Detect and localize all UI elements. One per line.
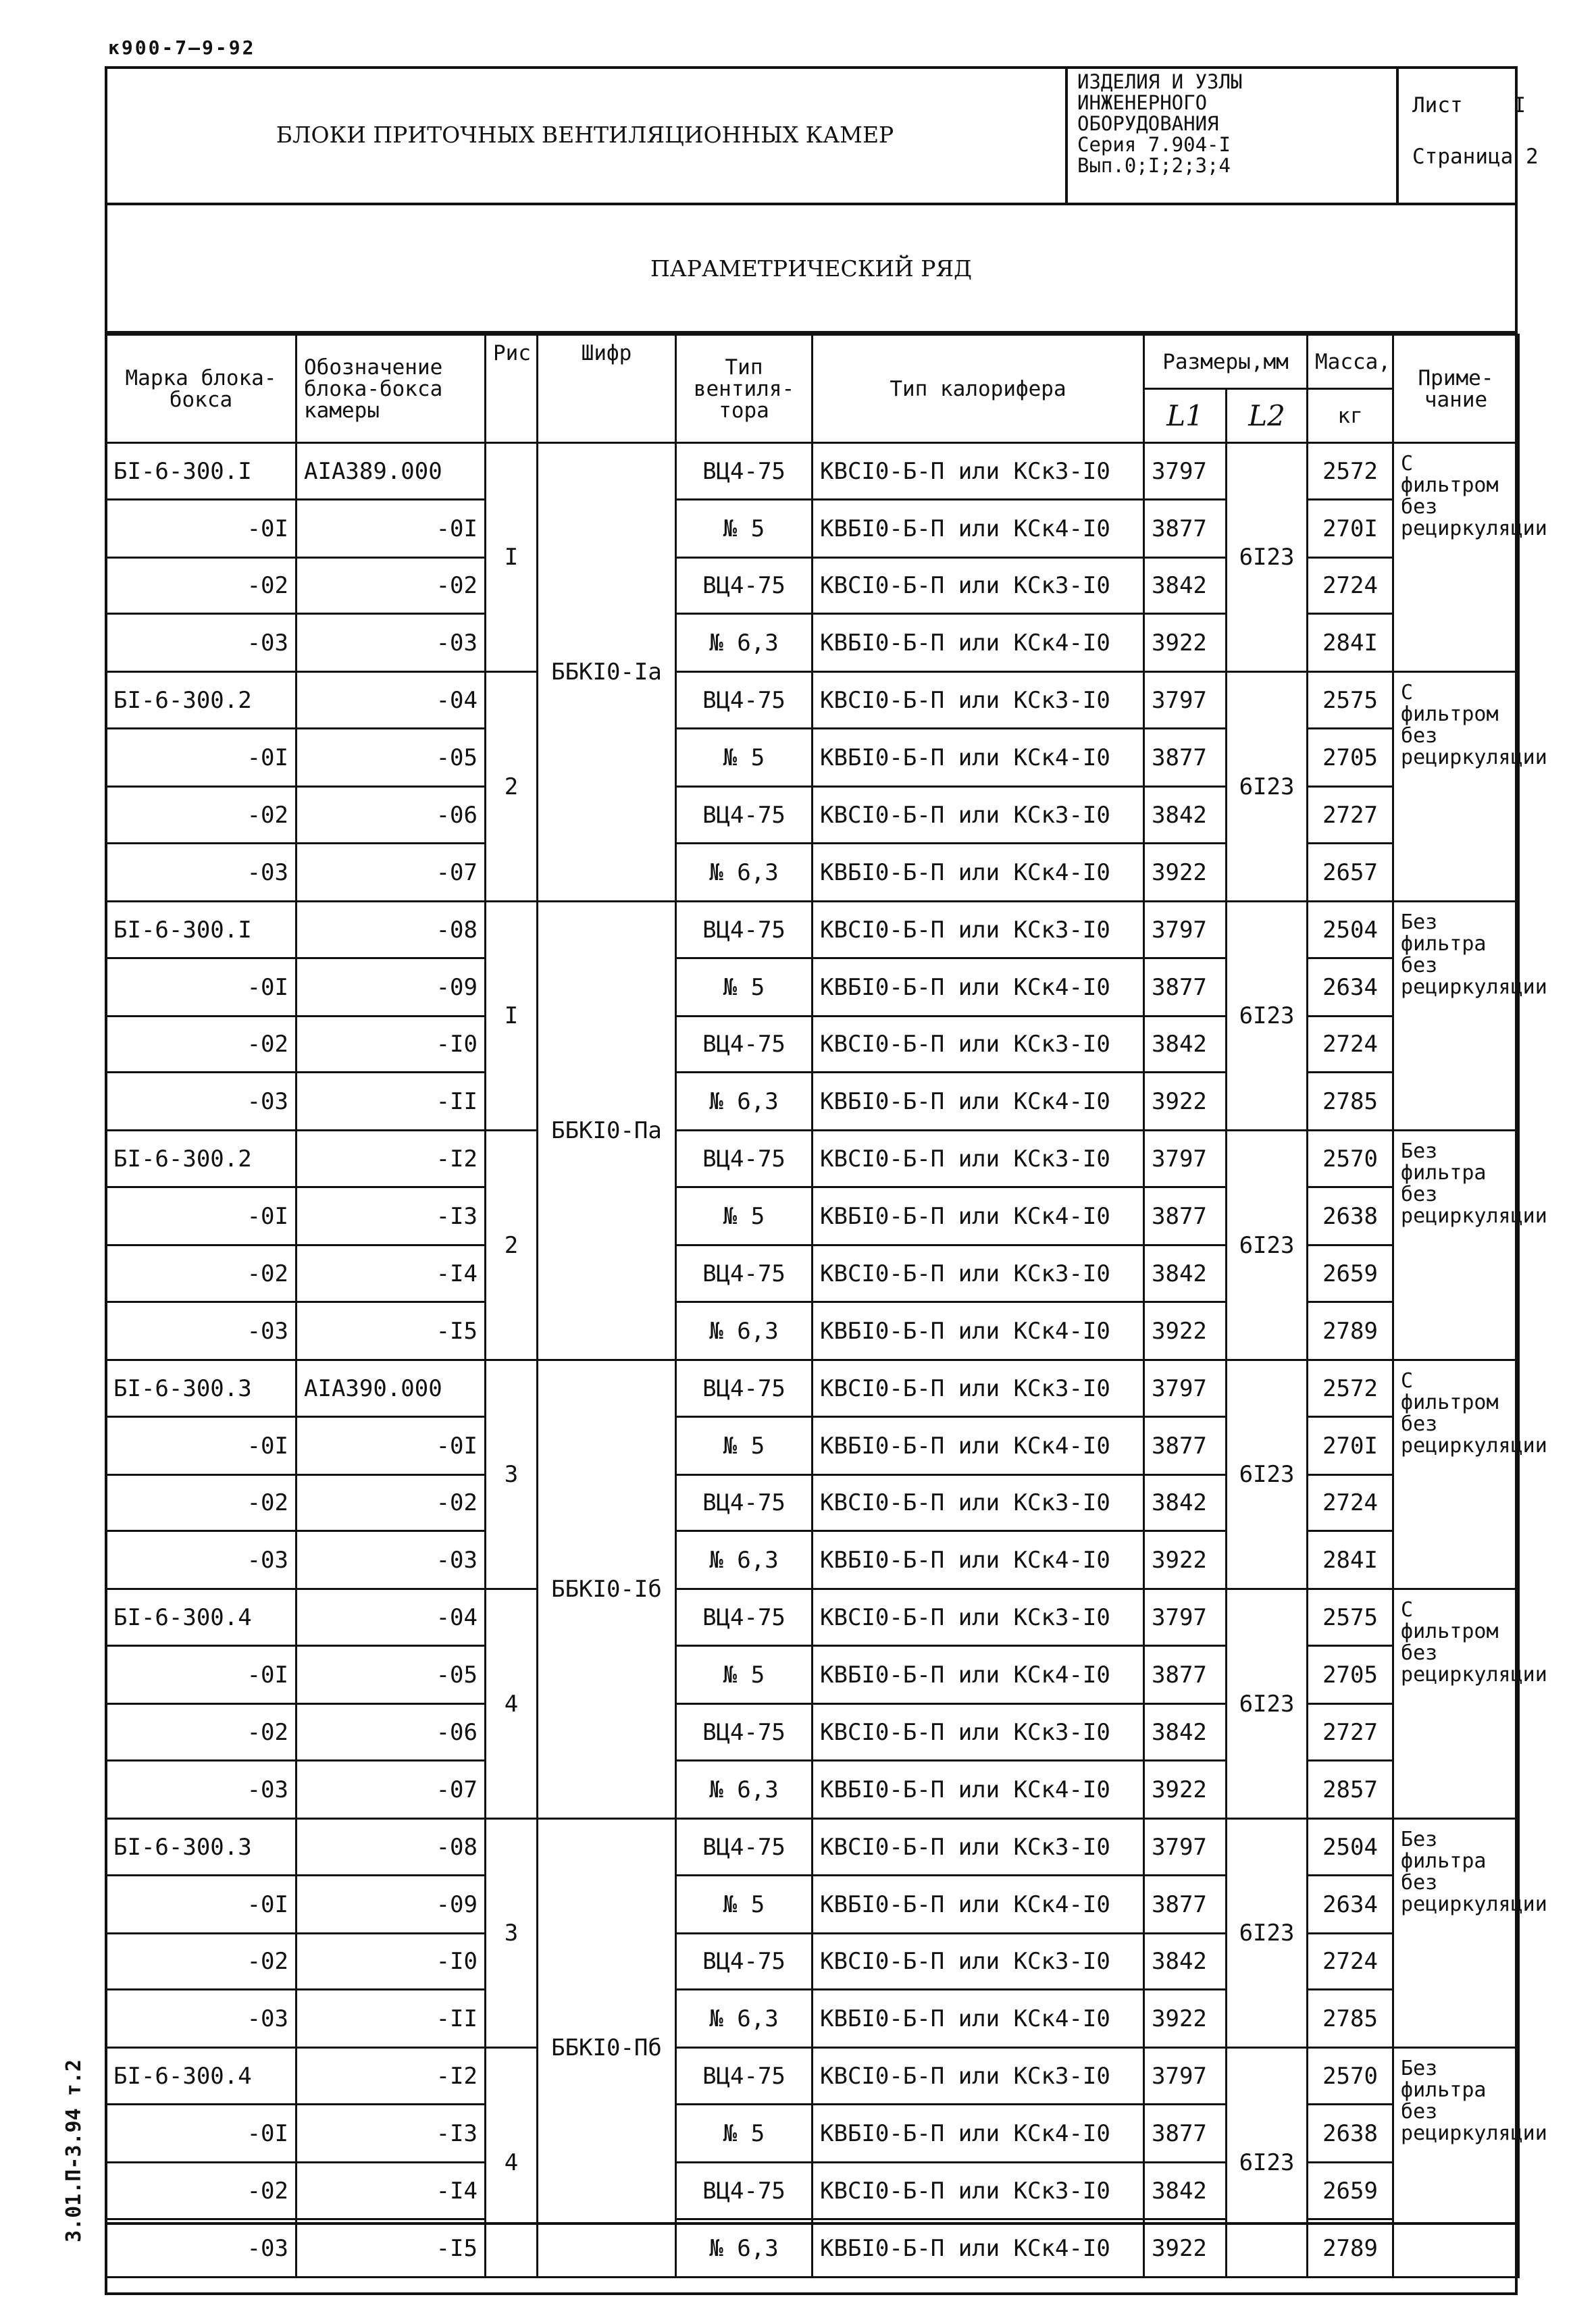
cell-mass: 2504: [1308, 1819, 1393, 1876]
cell-l2: 6I23: [1227, 1589, 1308, 1819]
cell-l1: 3797: [1144, 672, 1227, 729]
cell-mass: 2659: [1308, 2163, 1393, 2219]
cell-heater: КВБI0-Б-П или КСк4-I0: [813, 1646, 1144, 1704]
cell-mass: 2572: [1308, 443, 1393, 500]
column-header-l2: L2: [1227, 389, 1308, 443]
cell-l1: 3842: [1144, 1704, 1227, 1761]
cell-heater: КВСI0-Б-П или КСк3-I0: [813, 902, 1144, 958]
cell-designation: -I0: [297, 1934, 486, 1990]
cell-mass: 2570: [1308, 2048, 1393, 2105]
cell-designation: -I0: [297, 1017, 486, 1073]
table-row: [106, 1417, 1519, 1475]
table-row: [106, 443, 1519, 500]
cell-designation: -I4: [297, 2163, 486, 2219]
cell-fan: ВЦ4-75: [676, 672, 813, 729]
cell-fan: ВЦ4-75: [676, 1017, 813, 1073]
cell-heater: КВСI0-Б-П или КСк3-I0: [813, 2048, 1144, 2105]
cell-mass: 2634: [1308, 958, 1393, 1017]
table-row: [106, 1531, 1519, 1589]
cell-mark: БI-6-300.3: [106, 1819, 297, 1876]
cell-designation: -I3: [297, 1187, 486, 1245]
cell-fan: № 6,3: [676, 844, 813, 902]
cell-fan: № 5: [676, 729, 813, 787]
cell-mass: 2857: [1308, 1761, 1393, 1819]
series-line: ИНЖЕНЕРНОГО: [1077, 91, 1208, 114]
cell-mass: 2570: [1308, 1131, 1393, 1187]
cell-fan: ВЦ4-75: [676, 787, 813, 844]
cell-designation: -04: [297, 1589, 486, 1646]
cell-mass: 2659: [1308, 1245, 1393, 1302]
cell-l1: 3877: [1144, 1187, 1227, 1245]
table-row: [106, 1761, 1519, 1819]
cell-designation: -II: [297, 1990, 486, 2048]
cell-note: Без фильтра без рециркуляции: [1393, 1131, 1519, 1360]
cell-l1: 3842: [1144, 558, 1227, 614]
series-line: Серия 7.904-I: [1077, 133, 1231, 156]
cell-mark: -0I: [106, 958, 297, 1017]
cell-designation: -05: [297, 729, 486, 787]
cell-mark: БI-6-300.I: [106, 902, 297, 958]
parametric-table: [105, 334, 1547, 2278]
cell-fig: 4: [486, 2048, 538, 2278]
cell-mass: 2727: [1308, 787, 1393, 844]
cell-fan: ВЦ4-75: [676, 1360, 813, 1417]
cell-l1: 3797: [1144, 2048, 1227, 2105]
cell-fan: № 5: [676, 500, 813, 558]
cell-designation: -02: [297, 1475, 486, 1531]
cell-designation: -08: [297, 902, 486, 958]
column-header-sizes: Размеры,мм: [1144, 335, 1308, 389]
cell-designation: -08: [297, 1819, 486, 1876]
cell-designation: -0I: [297, 1417, 486, 1475]
cell-heater: КВБI0-Б-П или КСк4-I0: [813, 1073, 1144, 1131]
cell-heater: КВСI0-Б-П или КСк3-I0: [813, 558, 1144, 614]
side-code: 3.01.П-3.94 т.2: [62, 2059, 86, 2242]
cell-mass: 2724: [1308, 1017, 1393, 1073]
table-row: [106, 729, 1519, 787]
cell-designation: -03: [297, 1531, 486, 1589]
cell-fan: ВЦ4-75: [676, 1934, 813, 1990]
cell-l1: 3922: [1144, 614, 1227, 672]
table-row: [106, 1017, 1519, 1073]
cell-mark: -03: [106, 1073, 297, 1131]
cell-l1: 3877: [1144, 1876, 1227, 1934]
cell-fan: ВЦ4-75: [676, 902, 813, 958]
cell-l1: 3922: [1144, 1761, 1227, 1819]
cell-mark: БI-6-300.I: [106, 443, 297, 500]
cell-note: С фильтром без рециркуляции: [1393, 1589, 1519, 1819]
series-line: ИЗДЕЛИЯ И УЗЛЫ: [1077, 70, 1243, 93]
cell-designation: -0I: [297, 500, 486, 558]
cell-fan: ВЦ4-75: [676, 443, 813, 500]
cell-heater: КВСI0-Б-П или КСк3-I0: [813, 1704, 1144, 1761]
table-row: [106, 2048, 1519, 2105]
cell-mark: -0I: [106, 1646, 297, 1704]
sheet-number: Лист I: [1412, 93, 1526, 118]
table-row: [106, 844, 1519, 902]
cell-designation: -09: [297, 1876, 486, 1934]
cell-mass: 2575: [1308, 1589, 1393, 1646]
cell-l1: 3922: [1144, 2219, 1227, 2278]
cell-mass: 2705: [1308, 729, 1393, 787]
cell-code: ББКI0-Iа: [538, 443, 676, 902]
cell-mass: 2789: [1308, 1302, 1393, 1360]
cell-fan: № 6,3: [676, 1531, 813, 1589]
cell-l1: 3877: [1144, 2105, 1227, 2163]
cell-l1: 3922: [1144, 1302, 1227, 1360]
table-row: [106, 958, 1519, 1017]
cell-fan: № 5: [676, 958, 813, 1017]
cell-mass: 2638: [1308, 1187, 1393, 1245]
cell-fan: № 5: [676, 1417, 813, 1475]
column-header-code: Шифр: [538, 335, 676, 443]
cell-mark: БI-6-300.2: [106, 672, 297, 729]
column-header-l1: L1: [1144, 389, 1227, 443]
cell-mark: -03: [106, 1761, 297, 1819]
cell-heater: КВБI0-Б-П или КСк4-I0: [813, 1417, 1144, 1475]
cell-designation: -I2: [297, 1131, 486, 1187]
table-row: [106, 1131, 1519, 1187]
cell-fan: ВЦ4-75: [676, 1245, 813, 1302]
cell-mark: -03: [106, 2219, 297, 2278]
cell-fan: ВЦ4-75: [676, 1131, 813, 1187]
cell-l1: 3842: [1144, 1245, 1227, 1302]
column-header-heater: Тип калорифера: [813, 335, 1144, 443]
cell-mark: -03: [106, 1531, 297, 1589]
cell-fan: № 5: [676, 2105, 813, 2163]
page-number: Страница 2: [1412, 145, 1539, 169]
cell-heater: КВСI0-Б-П или КСк3-I0: [813, 1589, 1144, 1646]
cell-heater: КВСI0-Б-П или КСк3-I0: [813, 443, 1144, 500]
cell-l2: 6I23: [1227, 1131, 1308, 1360]
cell-mass: 2638: [1308, 2105, 1393, 2163]
table-row: [106, 1475, 1519, 1531]
series-line: ОБОРУДОВАНИЯ: [1077, 112, 1219, 135]
cell-mass: 2785: [1308, 1073, 1393, 1131]
cell-fig: 2: [486, 672, 538, 902]
cell-heater: КВБI0-Б-П или КСк4-I0: [813, 2105, 1144, 2163]
cell-mark: -02: [106, 787, 297, 844]
cell-fan: № 5: [676, 1187, 813, 1245]
cell-l1: 3842: [1144, 1475, 1227, 1531]
cell-l2: 6I23: [1227, 443, 1308, 672]
cell-l1: 3877: [1144, 500, 1227, 558]
cell-note: Без фильтра без рециркуляции: [1393, 1819, 1519, 2048]
cell-mark: БI-6-300.3: [106, 1360, 297, 1417]
cell-note: С фильтром без рециркуляции: [1393, 443, 1519, 672]
cell-heater: КВСI0-Б-П или КСк3-I0: [813, 1245, 1144, 1302]
cell-heater: КВСI0-Б-П или КСк3-I0: [813, 1131, 1144, 1187]
column-header-mass: Масса,: [1308, 335, 1393, 389]
cell-mass: 2705: [1308, 1646, 1393, 1704]
cell-code: ББКI0-Пб: [538, 1819, 676, 2278]
cell-l2: 6I23: [1227, 902, 1308, 1131]
cell-l1: 3877: [1144, 729, 1227, 787]
cell-heater: КВСI0-Б-П или КСк3-I0: [813, 1017, 1144, 1073]
cell-mark: -0I: [106, 729, 297, 787]
cell-mass: 2789: [1308, 2219, 1393, 2278]
table-row: [106, 1187, 1519, 1245]
cell-mark: -02: [106, 1017, 297, 1073]
table-row: [106, 1073, 1519, 1131]
cell-mass: 2785: [1308, 1990, 1393, 2048]
column-header-mark: Марка блока-бокса: [106, 335, 297, 443]
cell-code: ББКI0-Iб: [538, 1360, 676, 1819]
cell-designation: -I5: [297, 2219, 486, 2278]
cell-mark: -02: [106, 558, 297, 614]
cell-fan: № 6,3: [676, 1990, 813, 2048]
cell-mark: -03: [106, 1302, 297, 1360]
cell-heater: КВБI0-Б-П или КСк4-I0: [813, 1302, 1144, 1360]
cell-fig: I: [486, 902, 538, 1131]
cell-l1: 3842: [1144, 1934, 1227, 1990]
series-line: Вып.0;I;2;3;4: [1077, 154, 1231, 177]
cell-heater: КВБI0-Б-П или КСк4-I0: [813, 2219, 1144, 2278]
cell-heater: КВСI0-Б-П или КСк3-I0: [813, 1934, 1144, 1990]
cell-designation: -02: [297, 558, 486, 614]
table-row: [106, 672, 1519, 729]
cell-heater: КВБI0-Б-П или КСк4-I0: [813, 614, 1144, 672]
cell-fan: ВЦ4-75: [676, 558, 813, 614]
cell-mark: -0I: [106, 1876, 297, 1934]
table-row: [106, 787, 1519, 844]
cell-heater: КВБI0-Б-П или КСк4-I0: [813, 1531, 1144, 1589]
cell-l1: 3922: [1144, 1531, 1227, 1589]
table-row: [106, 1302, 1519, 1360]
cell-fig: I: [486, 443, 538, 672]
cell-designation: АIА390.000: [297, 1360, 486, 1417]
cell-heater: КВБI0-Б-П или КСк4-I0: [813, 729, 1144, 787]
cell-l1: 3922: [1144, 1990, 1227, 2048]
cell-designation: -I2: [297, 2048, 486, 2105]
cell-fan: № 6,3: [676, 1073, 813, 1131]
bottom-strip: [105, 2222, 1518, 2295]
section-title: ПАРАМЕТРИЧЕСКИЙ РЯД: [105, 205, 1518, 334]
cell-designation: -06: [297, 1704, 486, 1761]
cell-note: Без фильтра без рециркуляции: [1393, 902, 1519, 1131]
cell-l1: 3797: [1144, 1131, 1227, 1187]
cell-l2: 6I23: [1227, 1360, 1308, 1589]
cell-mark: БI-6-300.4: [106, 2048, 297, 2105]
cell-l2: 6I23: [1227, 2048, 1308, 2278]
cell-l1: 3797: [1144, 1589, 1227, 1646]
cell-mass: 284I: [1308, 1531, 1393, 1589]
column-header-mass-unit: кг: [1308, 389, 1393, 443]
cell-l1: 3877: [1144, 1417, 1227, 1475]
series-info: [1068, 66, 1399, 203]
sheet-info: [1399, 66, 1539, 203]
cell-fig: 4: [486, 1589, 538, 1819]
cell-mass: 284I: [1308, 614, 1393, 672]
cell-l1: 3922: [1144, 844, 1227, 902]
cell-fan: № 6,3: [676, 1302, 813, 1360]
cell-mark: -02: [106, 1475, 297, 1531]
cell-note: С фильтром без рециркуляции: [1393, 1360, 1519, 1589]
cell-note: С фильтром без рециркуляции: [1393, 672, 1519, 902]
cell-l1: 3922: [1144, 1073, 1227, 1131]
cell-heater: КВБI0-Б-П или КСк4-I0: [813, 1990, 1144, 2048]
cell-mass: 2724: [1308, 558, 1393, 614]
table-row: [106, 1876, 1519, 1934]
table-row: [106, 1990, 1519, 2048]
cell-mass: 2634: [1308, 1876, 1393, 1934]
cell-heater: КВБI0-Б-П или КСк4-I0: [813, 1761, 1144, 1819]
cell-fan: ВЦ4-75: [676, 1819, 813, 1876]
table-row: [106, 1360, 1519, 1417]
cell-l1: 3797: [1144, 902, 1227, 958]
cell-heater: КВСI0-Б-П или КСк3-I0: [813, 1360, 1144, 1417]
cell-heater: КВСI0-Б-П или КСк3-I0: [813, 1475, 1144, 1531]
cell-fan: № 6,3: [676, 614, 813, 672]
cell-mass: 2572: [1308, 1360, 1393, 1417]
cell-fan: № 6,3: [676, 2219, 813, 2278]
table-row: [106, 500, 1519, 558]
column-header-fan: Тип вентиля-тора: [676, 335, 813, 443]
cell-fan: № 6,3: [676, 1761, 813, 1819]
table-row: [106, 558, 1519, 614]
cell-mark: -03: [106, 1990, 297, 2048]
cell-mass: 2727: [1308, 1704, 1393, 1761]
cell-fig: 3: [486, 1819, 538, 2048]
cell-designation: -I3: [297, 2105, 486, 2163]
cell-heater: КВБI0-Б-П или КСк4-I0: [813, 500, 1144, 558]
column-header-designation: Обозначение блока-бокса камеры: [297, 335, 486, 443]
cell-mass: 2575: [1308, 672, 1393, 729]
table-row: [106, 1934, 1519, 1990]
cell-fan: ВЦ4-75: [676, 1589, 813, 1646]
cell-heater: КВСI0-Б-П или КСк3-I0: [813, 672, 1144, 729]
cell-fan: ВЦ4-75: [676, 1704, 813, 1761]
cell-mass: 2724: [1308, 1475, 1393, 1531]
cell-fig: 2: [486, 1131, 538, 1360]
column-header-note: Приме-чание: [1393, 335, 1519, 443]
cell-note: Без фильтра без рециркуляции: [1393, 2048, 1519, 2278]
cell-l1: 3797: [1144, 1819, 1227, 1876]
document-title: БЛОКИ ПРИТОЧНЫХ ВЕНТИЛЯЦИОННЫХ КАМЕР: [105, 66, 1068, 203]
cell-heater: КВСI0-Б-П или КСк3-I0: [813, 2163, 1144, 2219]
cell-mark: -0I: [106, 1417, 297, 1475]
cell-code: ББКI0-Па: [538, 902, 676, 1360]
cell-l1: 3842: [1144, 2163, 1227, 2219]
cell-l1: 3842: [1144, 787, 1227, 844]
cell-fig: 3: [486, 1360, 538, 1589]
cell-designation: -I5: [297, 1302, 486, 1360]
cell-mass: 270I: [1308, 1417, 1393, 1475]
cell-heater: КВБI0-Б-П или КСк4-I0: [813, 1876, 1144, 1934]
cell-l1: 3797: [1144, 443, 1227, 500]
table-row: [106, 1819, 1519, 1876]
cell-mark: -03: [106, 614, 297, 672]
cell-mark: -02: [106, 1704, 297, 1761]
table-row: [106, 1704, 1519, 1761]
cell-mark: БI-6-300.2: [106, 1131, 297, 1187]
cell-mass: 2724: [1308, 1934, 1393, 1990]
cell-mark: -02: [106, 1245, 297, 1302]
cell-mark: -0I: [106, 500, 297, 558]
cell-designation: -I4: [297, 1245, 486, 1302]
cell-designation: -07: [297, 1761, 486, 1819]
cell-heater: КВБI0-Б-П или КСк4-I0: [813, 844, 1144, 902]
cell-designation: -06: [297, 787, 486, 844]
cell-heater: КВБI0-Б-П или КСк4-I0: [813, 958, 1144, 1017]
cell-designation: -03: [297, 614, 486, 672]
cell-fan: № 5: [676, 1646, 813, 1704]
cell-fan: ВЦ4-75: [676, 2048, 813, 2105]
cell-designation: -05: [297, 1646, 486, 1704]
cell-mark: -02: [106, 1934, 297, 1990]
title-block: [105, 66, 1539, 205]
cell-mark: -0I: [106, 2105, 297, 2163]
cell-fan: ВЦ4-75: [676, 1475, 813, 1531]
cell-l1: 3877: [1144, 1646, 1227, 1704]
cell-designation: -07: [297, 844, 486, 902]
cell-designation: -04: [297, 672, 486, 729]
cell-mass: 2657: [1308, 844, 1393, 902]
cell-mass: 2504: [1308, 902, 1393, 958]
cell-heater: КВСI0-Б-П или КСк3-I0: [813, 787, 1144, 844]
cell-mark: БI-6-300.4: [106, 1589, 297, 1646]
cell-mark: -03: [106, 844, 297, 902]
cell-designation: АIА389.000: [297, 443, 486, 500]
cell-mass: 270I: [1308, 500, 1393, 558]
cell-l2: 6I23: [1227, 672, 1308, 902]
table-row: [106, 902, 1519, 958]
table-row: [106, 2105, 1519, 2163]
document-code: к900-7—9-92: [108, 36, 256, 59]
table-row: [106, 2163, 1519, 2219]
cell-fan: № 5: [676, 1876, 813, 1934]
column-header-fig: Рис: [486, 335, 538, 443]
cell-heater: КВСI0-Б-П или КСк3-I0: [813, 1819, 1144, 1876]
cell-fan: ВЦ4-75: [676, 2163, 813, 2219]
cell-heater: КВБI0-Б-П или КСк4-I0: [813, 1187, 1144, 1245]
table-row: [106, 1245, 1519, 1302]
cell-l1: 3797: [1144, 1360, 1227, 1417]
cell-l1: 3877: [1144, 958, 1227, 1017]
table-row: [106, 1646, 1519, 1704]
cell-mark: -02: [106, 2163, 297, 2219]
cell-l2: 6I23: [1227, 1819, 1308, 2048]
table-row: [106, 1589, 1519, 1646]
cell-designation: -09: [297, 958, 486, 1017]
cell-mark: -0I: [106, 1187, 297, 1245]
cell-l1: 3842: [1144, 1017, 1227, 1073]
table-row: [106, 614, 1519, 672]
cell-designation: -II: [297, 1073, 486, 1131]
